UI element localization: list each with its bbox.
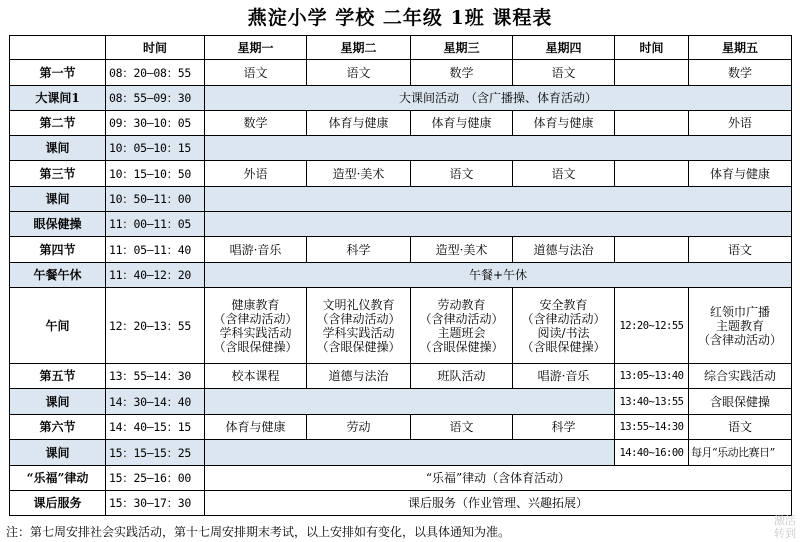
cell-line: 红领巾广播: [709, 304, 770, 319]
cell-friday: 外语: [689, 111, 792, 136]
cell-friday: 含眼保健操: [689, 389, 792, 415]
cell-thursday: 唱游·音乐: [513, 364, 615, 389]
cell-line: 文明礼仪教育: [322, 297, 395, 312]
cell-time2: 13:40~13:55: [615, 389, 689, 415]
cell-line: （含律动活动）: [697, 332, 782, 347]
cell-tuesday: [307, 288, 411, 364]
row-period-2: [10, 111, 792, 136]
row-span-cell: 大课间活动 （含广播操、体育活动）: [205, 86, 792, 111]
row-label: 第二节: [10, 111, 106, 136]
row-time: 14：40—15：15: [106, 415, 205, 440]
cell-line: （含眼保健操）: [316, 339, 401, 354]
cell-time2: 14:40~16:00: [615, 440, 689, 466]
cell-thursday: 语文: [513, 60, 615, 86]
watermark: [774, 514, 796, 540]
cell-time2: [615, 161, 689, 187]
cell-line: （含律动活动）: [521, 311, 606, 326]
cell-line: 学科实践活动: [322, 325, 395, 340]
cell-monday: [205, 288, 307, 364]
cell-friday: 体育与健康: [689, 161, 792, 187]
cell-wednesday: 语文: [411, 161, 513, 187]
row-time: 15：30—17：30: [106, 491, 205, 516]
cell-friday: 数学: [689, 60, 792, 86]
cell-line: （含眼保健操）: [521, 339, 606, 354]
row-break-5: [10, 440, 792, 466]
row-break-1: [10, 86, 792, 111]
cell-tuesday: 体育与健康: [307, 111, 411, 136]
cell-wednesday: 体育与健康: [411, 111, 513, 136]
page-title: 燕淀小学 学校 二年级 1班 课程表: [247, 7, 553, 29]
row-label: 课后服务: [10, 491, 106, 516]
cell-wednesday: [411, 288, 513, 364]
row-empty-span: [205, 212, 792, 237]
header-time: 时间: [106, 36, 205, 60]
row-time: 10：15—10：50: [106, 161, 205, 187]
row-label: 午间: [10, 288, 106, 364]
cell-wednesday: 造型·美术: [411, 237, 513, 263]
cell-time2: [615, 111, 689, 136]
row-label: 第六节: [10, 415, 106, 440]
cell-monday: 外语: [205, 161, 307, 187]
cell-time2: 13:05~13:40: [615, 364, 689, 389]
row-label: 课间: [10, 187, 106, 212]
row-label: 课间: [10, 136, 106, 161]
row-span-cell: 课后服务（作业管理、兴趣拓展）: [205, 491, 792, 516]
row-empty-span: [205, 389, 615, 415]
cell-tuesday: 道德与法治: [307, 364, 411, 389]
cell-line: （含眼保健操）: [419, 339, 504, 354]
row-label: 第三节: [10, 161, 106, 187]
header-blank: [10, 36, 106, 60]
row-eye-exercise: [10, 212, 792, 237]
row-break-3: [10, 187, 792, 212]
cell-line: 学科实践活动: [219, 325, 292, 340]
row-span-cell: 午餐+午休: [205, 263, 792, 288]
row-break-2: [10, 136, 792, 161]
cell-wednesday: 班队活动: [411, 364, 513, 389]
row-time: 11：05—11：40: [106, 237, 205, 263]
cell-thursday: 科学: [513, 415, 615, 440]
row-time: 12：20—13：55: [106, 288, 205, 364]
cell-thursday: 语文: [513, 161, 615, 187]
cell-tuesday: 劳动: [307, 415, 411, 440]
cell-time2: 13:55~14:30: [615, 415, 689, 440]
row-label: 课间: [10, 389, 106, 415]
cell-time2: 12:20~12:55: [615, 288, 689, 364]
row-label: 午餐午休: [10, 263, 106, 288]
cell-line: 劳动教育: [437, 297, 486, 312]
row-label: 第一节: [10, 60, 106, 86]
row-empty-span: [205, 136, 792, 161]
cell-tuesday: 语文: [307, 60, 411, 86]
row-empty-span: [205, 440, 615, 466]
row-period-1: [10, 60, 792, 86]
cell-thursday: 道德与法治: [513, 237, 615, 263]
cell-friday: [689, 288, 792, 364]
row-period-4: [10, 237, 792, 263]
row-label: 课间: [10, 440, 106, 466]
row-noon: [10, 288, 792, 364]
cell-friday: 语文: [689, 415, 792, 440]
row-lunch: [10, 263, 792, 288]
header-time2: 时间: [615, 36, 689, 60]
row-label: “乐福”律动: [10, 466, 106, 491]
cell-tuesday: 科学: [307, 237, 411, 263]
row-time: 08：20—08：55: [106, 60, 205, 86]
cell-wednesday: 语文: [411, 415, 513, 440]
cell-line: （含眼保健操）: [213, 339, 298, 354]
cell-line: 健康教育: [231, 297, 280, 312]
cell-thursday: [513, 288, 615, 364]
row-time: 14：30—14：40: [106, 389, 205, 415]
row-time: 15：25—16：00: [106, 466, 205, 491]
cell-monday: 唱游·音乐: [205, 237, 307, 263]
cell-line: （含律动活动）: [419, 311, 504, 326]
header-row: [10, 36, 792, 60]
cell-tuesday: 造型·美术: [307, 161, 411, 187]
row-period-6: [10, 415, 792, 440]
row-time: 13：55—14：30: [106, 364, 205, 389]
cell-line: 安全教育: [539, 297, 588, 312]
schedule-table: [9, 35, 792, 516]
cell-friday: 语文: [689, 237, 792, 263]
cell-time2: [615, 60, 689, 86]
cell-line: 主题班会: [437, 325, 486, 340]
cell-time2: [615, 237, 689, 263]
header-tuesday: 星期二: [307, 36, 411, 60]
row-time: 09：30—10：05: [106, 111, 205, 136]
row-label: 第四节: [10, 237, 106, 263]
row-time: 11：00—11：05: [106, 212, 205, 237]
row-period-3: [10, 161, 792, 187]
cell-monday: 体育与健康: [205, 415, 307, 440]
header-monday: 星期一: [205, 36, 307, 60]
cell-line: （含律动活动）: [213, 311, 298, 326]
row-lefu: [10, 466, 792, 491]
cell-line: 阅读/书法: [537, 325, 590, 340]
cell-line: 主题教育: [715, 318, 764, 333]
row-empty-span: [205, 187, 792, 212]
cell-monday: 数学: [205, 111, 307, 136]
row-time: 15：15—15：25: [106, 440, 205, 466]
cell-monday: 语文: [205, 60, 307, 86]
footnote: 注：第七周安排社会实践活动，第十七周安排期末考试，以上安排如有变化，以具体通知为准。: [6, 525, 511, 539]
cell-wednesday: 数学: [411, 60, 513, 86]
row-label: 眼保健操: [10, 212, 106, 237]
cell-monday: 校本课程: [205, 364, 307, 389]
row-time: 10：05—10：15: [106, 136, 205, 161]
row-period-5: [10, 364, 792, 389]
row-time: 10：50—11：00: [106, 187, 205, 212]
header-wednesday: 星期三: [411, 36, 513, 60]
row-after-school: [10, 491, 792, 516]
watermark-line: 激活: [774, 514, 796, 527]
row-break-4: [10, 389, 792, 415]
cell-friday: 每月“乐动比赛日”: [689, 440, 792, 466]
row-span-cell: “乐福”律动（含体育活动）: [205, 466, 792, 491]
row-time: 08：55—09：30: [106, 86, 205, 111]
cell-friday: 综合实践活动: [689, 364, 792, 389]
cell-thursday: 体育与健康: [513, 111, 615, 136]
watermark-line: 转到: [774, 527, 796, 540]
cell-line: （含律动活动）: [316, 311, 401, 326]
row-time: 11：40—12：20: [106, 263, 205, 288]
row-label: 第五节: [10, 364, 106, 389]
header-friday: 星期五: [689, 36, 792, 60]
row-label: 大课间1: [10, 86, 106, 111]
header-thursday: 星期四: [513, 36, 615, 60]
